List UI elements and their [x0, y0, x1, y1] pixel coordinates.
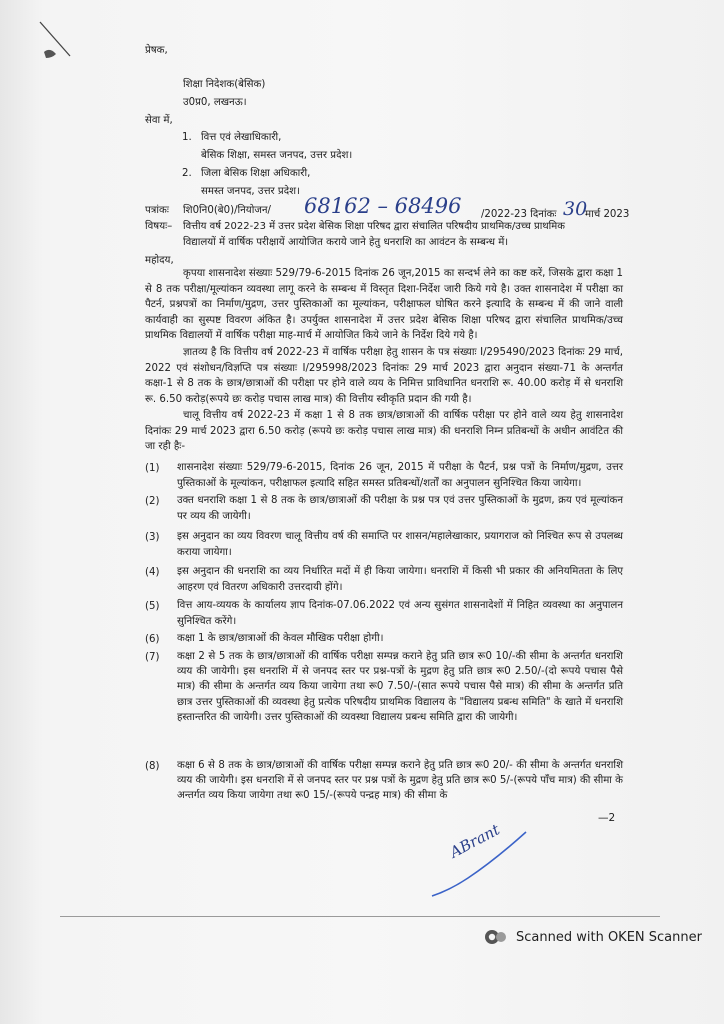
reference-prefix: शि0नि0(बे0)/नियोजन/: [183, 205, 271, 216]
condition-4-number: (4): [145, 567, 160, 578]
paragraph-2: ज्ञातव्य है कि वित्तीय वर्ष 2022-23 में वार्षिक परीक्षा हेतु शासन के पत्र संख्याः I/295490/2023 दिनांकः 29 मार्च, 2022 एवं संशोधन/विज्ञप्ति पत्र संख्याः I/295998/2023 दिनांकः 29 मार्च 2023 द्वारा अनुदान संख्या-71 के अन्तर्गत कक्षा-1 से 8 तक के छात्र/छात्राओं की परीक्षा पर होने वाले व्यय के निमित्त प्राविधानित धनराशि रू. 40.00 करोड़ में से धनराशि रू. 6.50 करोड़(रूपये छः करोड़ पचास लाख मात्र) की वित्तीय स्वीकृति प्रदान की गयी है।: [145, 347, 623, 405]
paragraph-3: चालू वित्तीय वर्ष 2022-23 में कक्षा 1 से 8 तक छात्र/छात्राओं की वार्षिक परीक्षा पर होने वाले व्यय हेतु शासनादेश दिनांकः 29 मार्च 2023 द्वारा 6.50 करोड़ (रूपये छः करोड़ पचास लाख मात्र) की धनराशि निम्न प्रतिबन्धों के अधीन आवंटित की जा रही हैः-: [145, 410, 623, 453]
condition-8-text: कक्षा 6 से 8 तक के छात्र/छात्राओं की वार्षिक परीक्षा सम्पन्न कराने हेतु प्रति छात्र रू0 20/- की सीमा के अन्तर्गत धनराशि व्यय की जायेगी। इस धनराशि में से जनपद स्तर पर प्रश्न पत्रों के मुद्रण हेतु प्रति छात्र रू0 5/-(रूपये पाँच मात्र) की सीमा के अन्तर्गत व्यय किया जायेगा तथा रू0 15/-(रूपये पन्द्रह मात्र) की सीमा के: [177, 760, 623, 802]
scanner-text: Scanned with OKEN Scanner: [516, 929, 702, 945]
condition-6-text: कक्षा 1 के छात्र/छात्राओं की केवल मौखिक परीक्षा होगी।: [177, 633, 384, 644]
condition-1-number: (1): [145, 463, 160, 474]
recipient-2-number: 2.: [182, 168, 192, 179]
condition-2-text: उक्त धनराशि कक्षा 1 से 8 तक के छात्र/छात्राओं की परीक्षा के प्रश्न पत्र एवं उत्तर पुस्तिकाओं के मुद्रण, क्रय एवं मूल्यांकन पर व्यय की जायेगी।: [177, 495, 623, 522]
recipient-1-number: 1.: [182, 132, 192, 143]
recipient-2-address: समस्त जनपद, उत्तर प्रदेश।: [201, 186, 300, 197]
recipient-2-title: जिला बेसिक शिक्षा अधिकारी,: [201, 168, 311, 179]
condition-7-number: (7): [145, 652, 160, 663]
reference-year: /2022-23 दिनांकः: [481, 209, 557, 220]
condition-1-text: शासनादेश संख्याः 529/79-6-2015, दिनांक 26 जून, 2015 में परीक्षा के पैटर्न, प्रश्न पत्रों के निर्माण/मुद्रण, उत्तर पुस्तिकाओं के मूल्यांकन, परीक्षाफल इत्यादि सहित समस्त प्रतिबन्धों/शर्तों का अनुपालन सुनिश्चित किया जायेगा।: [177, 462, 623, 489]
paragraph-1: कृपया शासनादेश संख्याः 529/79-6-2015 दिनांक 26 जून,2015 का सन्दर्भ लेने का कष्ट करें, जिसके द्वारा कक्षा 1 से 8 तक परीक्षा/मूल्यांकन व्यवस्था लागू करने के सम्बन्ध में विस्तृत दिशा-निर्देश जारी किये गये है। उक्त शासनादेश में परीक्षा का पैटर्न, प्रश्नपत्रों का निर्माण/मुद्रण, उत्तर पुस्तिकाओं का मूल्यांकन, परीक्षाफल घोषित करने इत्यादि के सम्बन्ध में की जाने वाली कार्यवाही का सुस्पष्ट विवरण अंकित है। उपर्युक्त शासनादेश में उत्तर प्रदेश बेसिक शिक्षा परिषद द्वारा संचालित प्राथमिक/उच्च प्राथमिक विद्यालयों में वार्षिक परीक्षा माह-मार्च में आयोजित किये जाने के निर्देश दिये गये है।: [145, 268, 623, 342]
recipient-1-title: वित्त एवं लेखाधिकारी,: [201, 132, 282, 143]
salutation: महोदय,: [145, 255, 174, 266]
condition-3-text: इस अनुदान का व्यय विवरण चालू वित्तीय वर्ष की समाप्ति पर शासन/महालेखाकार, प्रयागराज को निश्चित रूप से उपलब्ध कराया जायेगा।: [177, 531, 623, 558]
condition-7-text: कक्षा 2 से 5 तक के छात्र/छात्राओं की वार्षिक परीक्षा सम्पन्न कराने हेतु प्रति छात्र रू0 10/-की सीमा के अन्तर्गत धनराशि व्यय की जायेगी। इस धनराशि में से जनपद स्तर पर प्रश्न-पत्रों के मुद्रण हेतु प्रति छात्र रू0 2.50/-(दो रूपये पचास पैसे मात्र) की सीमा के अन्तर्गत व्यय किया जायेगा तथा रू0 7.50/-(सात रूपये पचास पैसे मात्र) की सीमा के अन्तर्गत प्रति छात्र उत्तर पुस्तिकाओं की व्यवस्था हेतु प्रत्येक परिषदीय प्राथमिक विद्यालय के "विद्यालय प्रबन्ध समिति" के खाते में धनराशि हस्तान्तरित की जायेगी। उत्तर पुस्तिकाओं की व्यवस्था विद्यालय प्रबन्ध समिति द्वारा की जायेगी।: [177, 651, 623, 723]
condition-4-text: इस अनुदान की धनराशि का व्यय निर्धारित मदों में ही किया जायेगा। धनराशि में किसी भी प्रकार की अनियमितता के लिए आहरण एवं वितरण अधिकारी उत्तरदायी होंगे।: [177, 566, 623, 593]
condition-5-number: (5): [145, 601, 160, 612]
footer-divider: [60, 916, 660, 917]
recipient-1-address: बेसिक शिक्षा, समस्त जनपद, उत्तर प्रदेश।: [201, 150, 353, 161]
condition-2-number: (2): [145, 496, 160, 507]
next-page-marker: —2: [598, 812, 616, 824]
sender-place: उ0प्र0, लखनऊ।: [183, 97, 247, 108]
sender-name: शिक्षा निदेशक(बेसिक): [183, 79, 266, 90]
reference-label: पत्रांकः: [145, 205, 169, 216]
subject-line-1: वित्तीय वर्ष 2022-23 में उत्तर प्रदेश बेसिक शिक्षा परिषद द्वारा संचालित परिषदीय प्राथमिक/उच्च प्राथमिक: [183, 221, 565, 232]
subject-line-2: विद्यालयों में वार्षिक परीक्षायें आयोजित कराये जाने हेतु धनराशि का आवंटन के सम्बन्ध में।: [183, 237, 509, 248]
condition-3-number: (3): [145, 532, 160, 543]
signature-text: ABrant: [446, 820, 503, 862]
scanner-watermark: [484, 929, 702, 945]
to-label: सेवा में,: [145, 115, 173, 126]
staple-mark-icon: [36, 18, 76, 68]
handwritten-day: 30: [563, 198, 588, 220]
subject-label: विषयः–: [145, 221, 173, 232]
reference-month-year: मार्च 2023: [585, 209, 630, 220]
condition-8-number: (8): [145, 761, 160, 772]
signature-stroke-icon: [426, 826, 536, 898]
sender-label: प्रेषक,: [145, 45, 168, 56]
handwritten-dispatch-number: 68162 – 68496: [304, 194, 462, 218]
condition-5-text: वित्त आय-व्ययक के कार्यालय ज्ञाप दिनांक-07.06.2022 एवं अन्य सुसंगत शासनादेशों में निहित व्यवस्था का अनुपालन सुनिश्चित करेंगे।: [177, 600, 623, 627]
scanner-logo-icon: [484, 929, 510, 945]
condition-6-number: (6): [145, 634, 160, 645]
